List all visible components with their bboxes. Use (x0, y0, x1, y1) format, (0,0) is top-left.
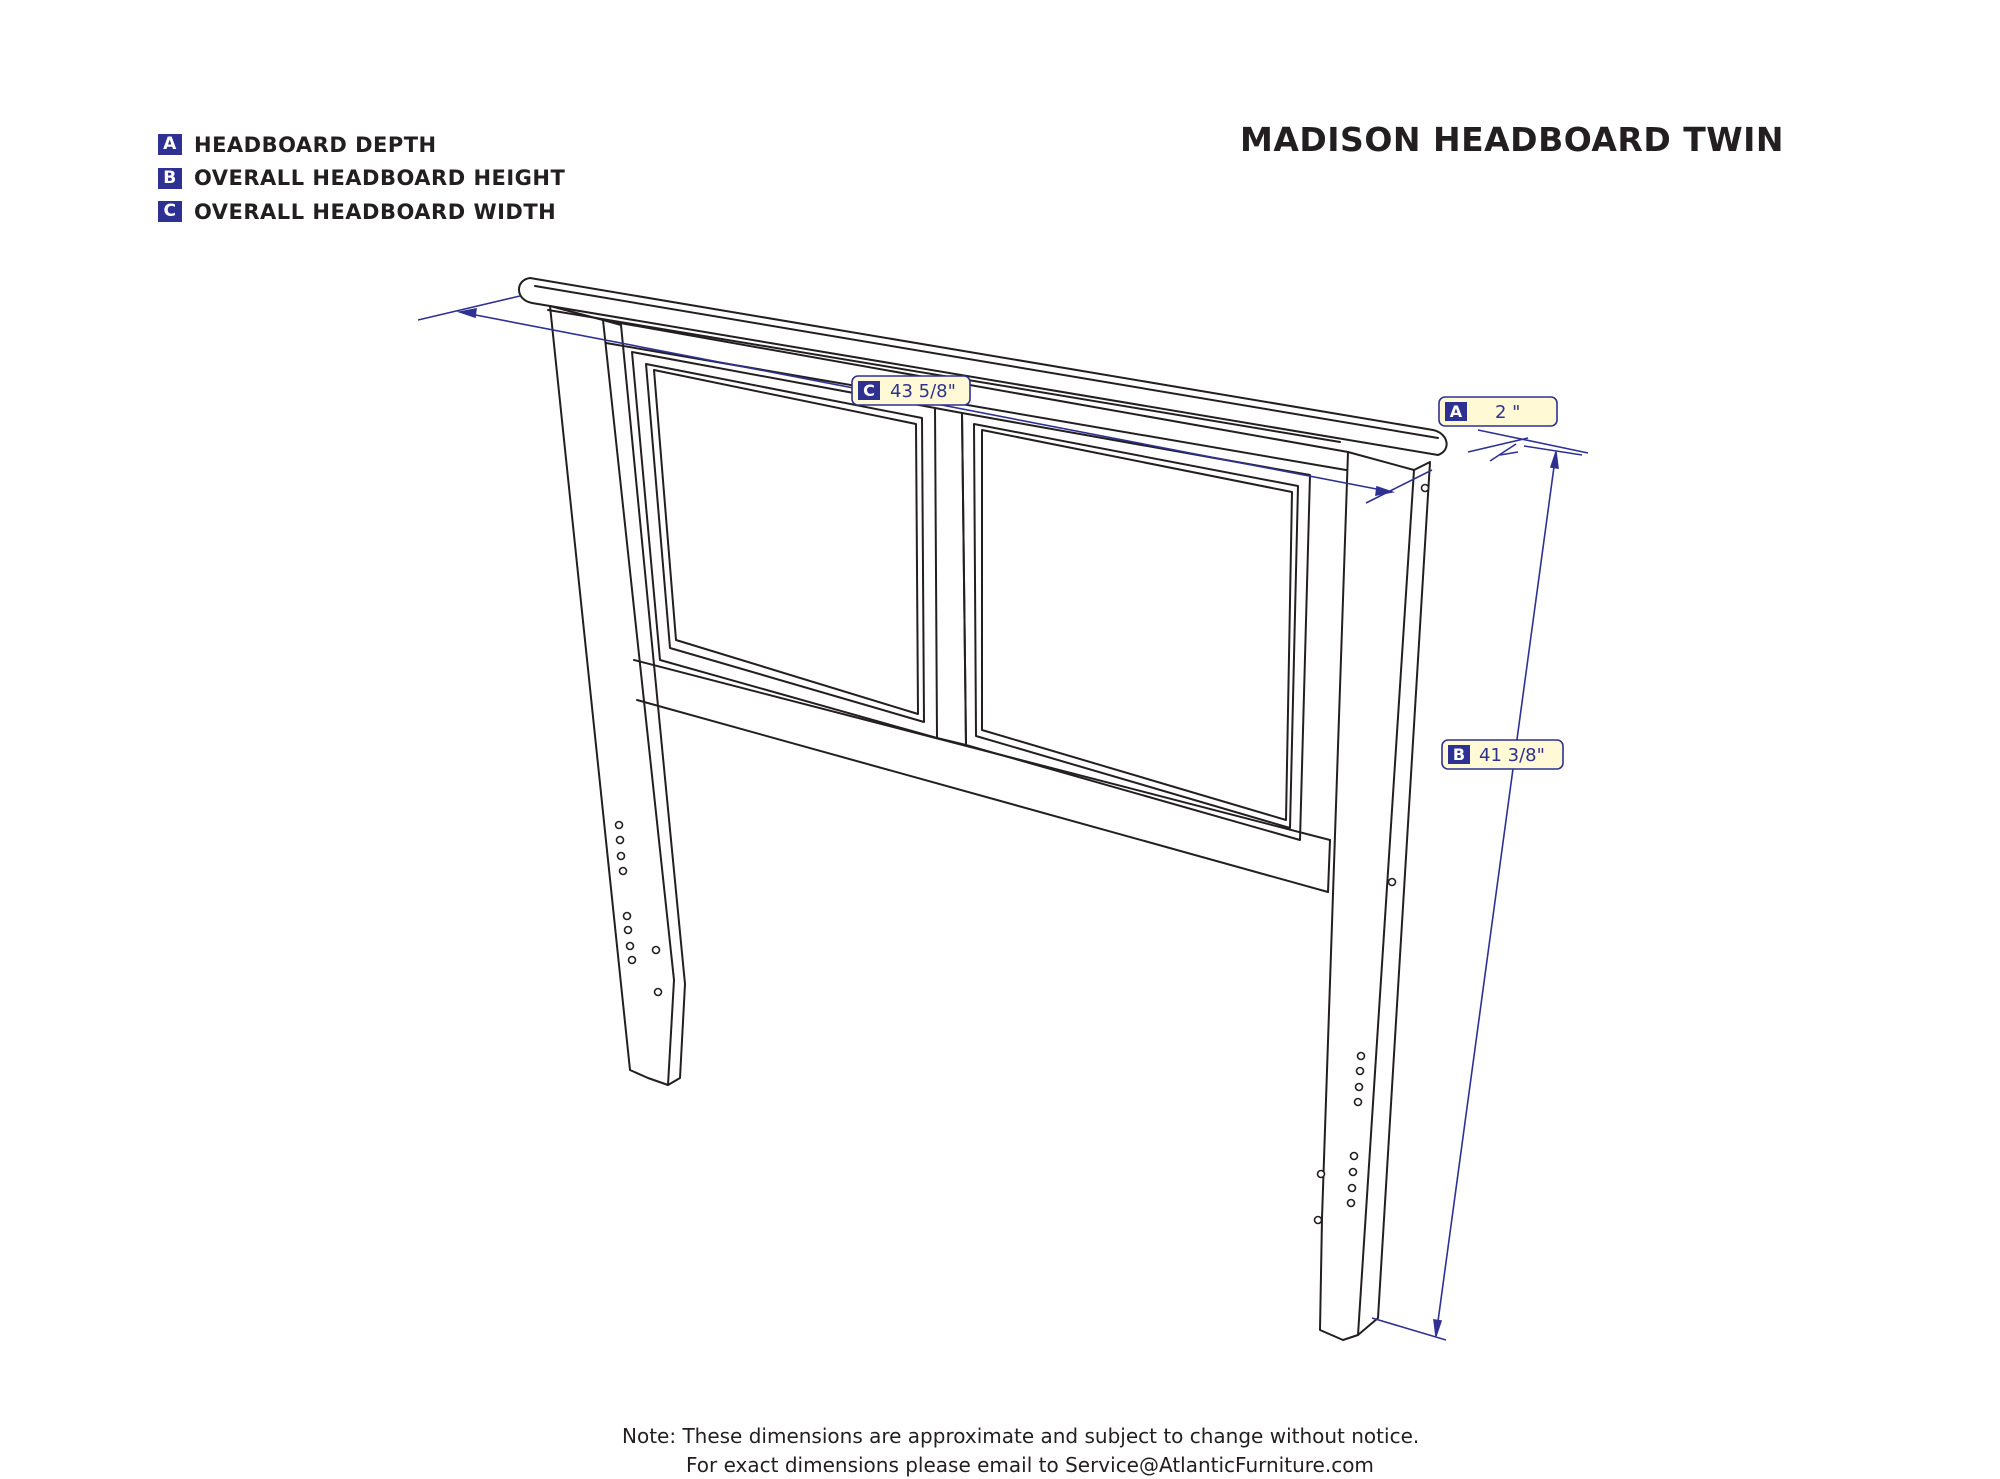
center-stile (935, 408, 966, 745)
dimension-lines (418, 296, 1588, 1340)
depth-letter: A (1449, 402, 1463, 421)
depth-dimension-line (1468, 430, 1588, 461)
height-letter: B (1452, 745, 1466, 764)
legend-letter-badge: A (158, 134, 182, 155)
right-panel (962, 413, 1310, 840)
left-post (550, 306, 685, 1085)
legend-letter-badge: B (158, 168, 182, 189)
upper-rail (603, 320, 1348, 470)
legend-label: OVERALL HEADBOARD WIDTH (194, 199, 557, 224)
right-post (1320, 452, 1430, 1340)
footer-note (622, 1422, 1419, 1479)
depth-value: 2 " (1495, 402, 1521, 423)
depth-label (1439, 397, 1557, 426)
note-line-2: For exact dimensions please email to Service@AtlanticFurniture.com (686, 1453, 1374, 1477)
legend-label: OVERALL HEADBOARD HEIGHT (194, 166, 566, 191)
note-line-1: Note: These dimensions are approximate and subject to change without notice. (622, 1424, 1420, 1448)
width-label (852, 376, 970, 405)
legend-letter-badge: C (158, 201, 182, 222)
height-label (1442, 740, 1563, 769)
legend-label: HEADBOARD DEPTH (194, 132, 437, 157)
width-letter: C (863, 381, 875, 400)
width-value: 43 5/8" (890, 381, 956, 402)
height-value: 41 3/8" (1479, 745, 1545, 766)
left-panel (632, 352, 937, 738)
page-title: MADISON HEADBOARD TWIN (1240, 120, 1785, 159)
